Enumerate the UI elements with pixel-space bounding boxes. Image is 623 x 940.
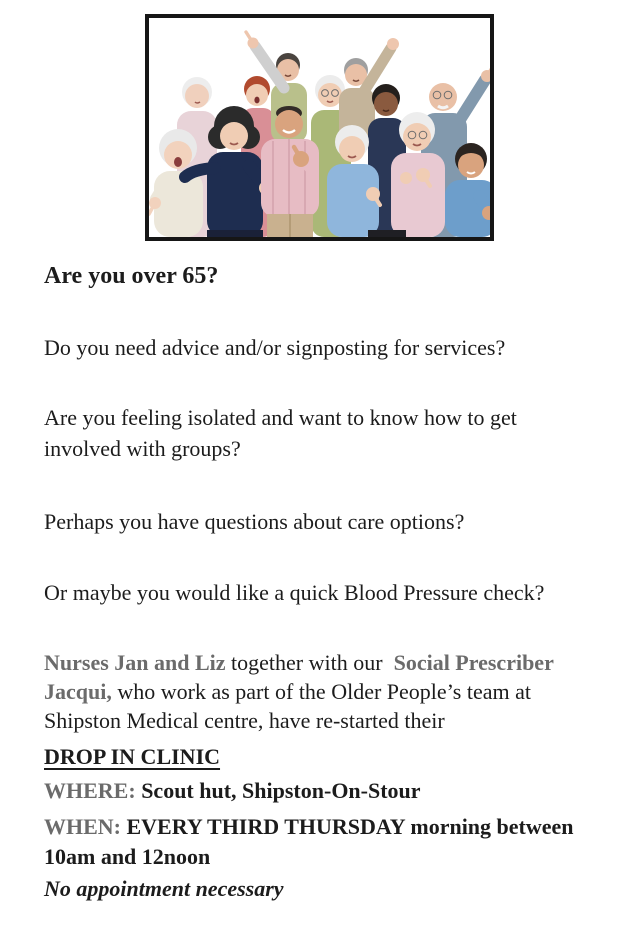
intro-paragraph <box>44 648 619 735</box>
trousers-shadow <box>207 230 263 237</box>
text-segment: Jacqui, <box>44 679 112 704</box>
no-appointment-note <box>44 874 604 904</box>
text-segment: Perhaps you have questions about care options? <box>44 509 465 534</box>
question-care-options <box>44 506 604 537</box>
group-photo-illustration <box>149 18 490 237</box>
text-segment: No appointment necessary <box>44 876 284 901</box>
trousers-shadow-2 <box>368 230 406 237</box>
text-segment: Do you need advice and/or signposting for services? <box>44 335 506 360</box>
text-segment: Or maybe you would like a quick Blood Pressure check? <box>44 580 545 605</box>
question-advice-signposting <box>44 332 604 363</box>
text-segment: Are you over 65? <box>44 263 219 289</box>
where-line <box>44 776 619 806</box>
when-line <box>44 812 619 872</box>
question-blood-pressure <box>44 577 604 608</box>
text-segment: WHEN: <box>44 814 127 839</box>
text-segment: EVERY THIRD THURSDAY morning between <box>126 814 574 839</box>
text-segment: Shipston Medical centre, have re-started their <box>44 708 445 733</box>
text-segment: DROP IN CLINIC <box>44 744 221 769</box>
photo-frame <box>145 14 494 241</box>
text-segment: together with our <box>225 650 389 675</box>
text-segment: Scout hut, Shipston-On-Stour <box>141 778 421 803</box>
text-segment: Social Prescriber <box>388 650 554 675</box>
text-segment: 10am and 12noon <box>44 844 211 869</box>
text-segment: Are you feeling isolated and want to know how to get <box>44 405 517 430</box>
clinic-title <box>44 742 604 772</box>
text-segment: Nurses Jan and Liz <box>44 650 226 675</box>
text-segment: who work as part of the Older People’s team at <box>111 679 531 704</box>
text-segment: WHERE: <box>44 778 142 803</box>
question-feeling-isolated <box>44 402 604 464</box>
text-segment: involved with groups? <box>44 436 241 461</box>
page-title <box>44 261 604 291</box>
